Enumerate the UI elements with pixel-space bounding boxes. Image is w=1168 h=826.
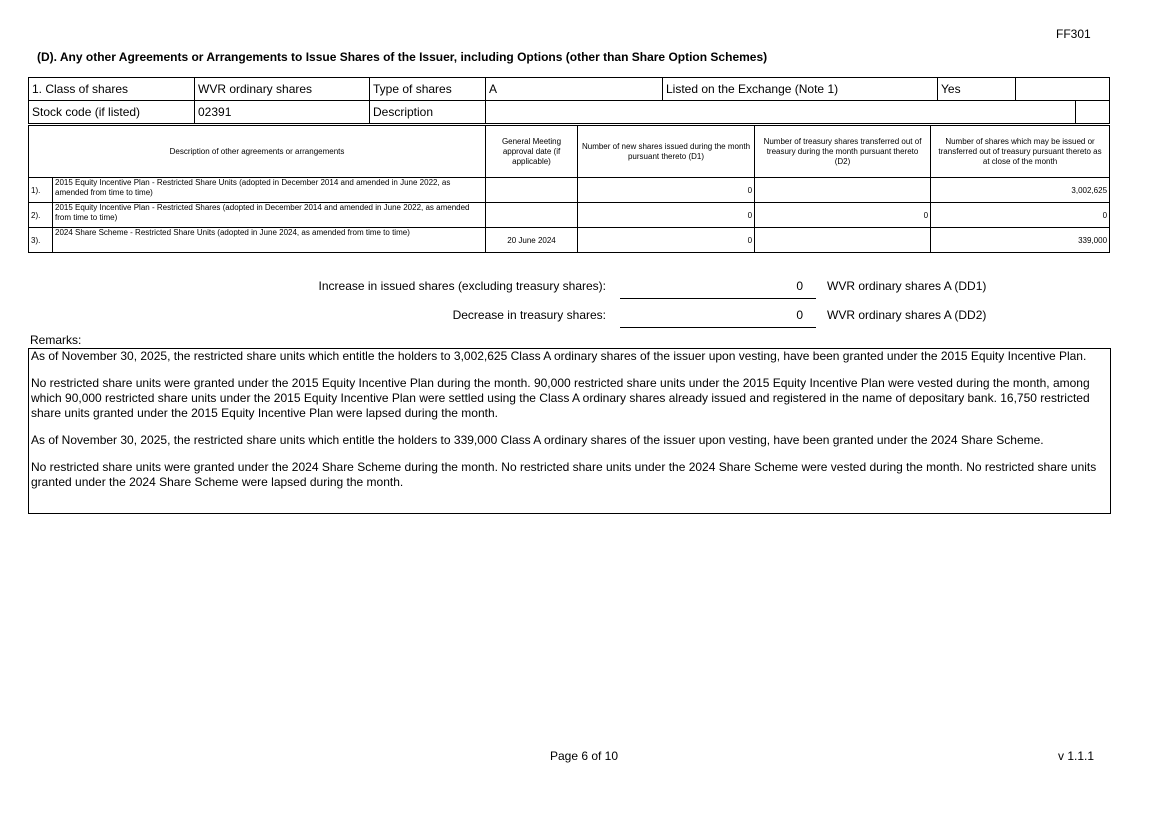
row-treasury-shares: 0 bbox=[755, 203, 931, 228]
page-number: Page 6 of 10 bbox=[549, 749, 619, 763]
remark-paragraph: No restricted share units were granted under the 2015 Equity Incentive Plan during the month. 90,000 restricted share units under the 2015 Equity Incentive Plan were vested during the month, among which 90,000 restricted share units under the 2015 Equity Incentive Plan were settled using the Class A ordinary shares already issued and registered in the name of depositary bank. 16,750 restricted share units granted under the 2015 Equity Incentive Plan were lapsed during the month. bbox=[31, 376, 1090, 420]
listed-extra-cell bbox=[1016, 78, 1110, 101]
stock-code-label: Stock code (if listed) bbox=[29, 101, 195, 124]
class-of-shares-value: WVR ordinary shares bbox=[195, 78, 370, 101]
row-approval-date bbox=[486, 178, 578, 203]
row-index: 2). bbox=[29, 203, 53, 228]
row-description: 2015 Equity Incentive Plan - Restricted Share Units (adopted in December 2014 and amended in June 2022, as amended from time to time) bbox=[53, 178, 486, 203]
type-of-shares-value: A bbox=[486, 78, 663, 101]
increase-value: 0 bbox=[796, 279, 803, 293]
table-row bbox=[29, 178, 1110, 203]
row-description: 2015 Equity Incentive Plan - Restricted Shares (adopted in December 2014 and amended in June 2022, as amended from time to time) bbox=[53, 203, 486, 228]
remark-paragraph: As of November 30, 2025, the restricted share units which entitle the holders to 3,002,625 Class A ordinary shares of the issuer upon vesting, have been granted under the 2015 Equity Incentive Plan. bbox=[31, 349, 1087, 363]
row-new-shares: 0 bbox=[578, 228, 755, 253]
table-row bbox=[29, 228, 1110, 253]
form-code: FF301 bbox=[1056, 27, 1091, 41]
decrease-unit: WVR ordinary shares A (DD2) bbox=[827, 308, 987, 322]
row-new-shares: 0 bbox=[578, 178, 755, 203]
row-remaining-shares: 339,000 bbox=[931, 228, 1110, 253]
listed-value: Yes bbox=[938, 78, 1016, 101]
remark-paragraph: No restricted share units were granted under the 2024 Share Scheme during the month. No restricted share units under the 2024 Share Scheme were vested during the month. No restricted share units granted under the 2024 Share Scheme were lapsed during the month. bbox=[31, 460, 1097, 489]
stock-code-value: 02391 bbox=[195, 101, 370, 124]
row-index: 3). bbox=[29, 228, 53, 253]
remarks-label: Remarks: bbox=[30, 333, 82, 347]
remarks-box bbox=[28, 348, 1111, 514]
header-approval-date: General Meeting approval date (if applicable) bbox=[486, 126, 578, 178]
type-of-shares-label: Type of shares bbox=[370, 78, 486, 101]
increase-unit: WVR ordinary shares A (DD1) bbox=[827, 279, 987, 293]
row-approval-date: 20 June 2024 bbox=[486, 228, 578, 253]
agreements-table bbox=[28, 125, 1110, 253]
description-extra-cell bbox=[1076, 101, 1110, 124]
header-treasury-shares: Number of treasury shares transferred out of treasury during the month pursuant thereto (D2) bbox=[755, 126, 931, 178]
row-treasury-shares bbox=[755, 228, 931, 253]
row-remaining-shares: 0 bbox=[931, 203, 1110, 228]
row-description: 2024 Share Scheme - Restricted Share Units (adopted in June 2024, as amended from time to time) bbox=[53, 228, 486, 253]
table-row bbox=[29, 203, 1110, 228]
header-remaining-shares: Number of shares which may be issued or transferred out of treasury pursuant thereto as at close of the month bbox=[931, 126, 1110, 178]
listed-label: Listed on the Exchange (Note 1) bbox=[663, 78, 938, 101]
row-remaining-shares: 3,002,625 bbox=[931, 178, 1110, 203]
row-approval-date bbox=[486, 203, 578, 228]
class-of-shares-label: 1. Class of shares bbox=[29, 78, 195, 101]
section-title: (D). Any other Agreements or Arrangements to Issue Shares of the Issuer, including Options (other than Share Option Schemes) bbox=[37, 50, 768, 64]
row-new-shares: 0 bbox=[578, 203, 755, 228]
decrease-value: 0 bbox=[796, 308, 803, 322]
increase-label: Increase in issued shares (excluding treasury shares): bbox=[318, 279, 606, 293]
row-index: 1). bbox=[29, 178, 53, 203]
description-value bbox=[486, 101, 1076, 124]
decrease-label: Decrease in treasury shares: bbox=[452, 308, 606, 322]
share-info-table bbox=[28, 77, 1110, 124]
header-new-shares: Number of new shares issued during the month pursuant thereto (D1) bbox=[578, 126, 755, 178]
form-version: v 1.1.1 bbox=[1058, 749, 1095, 763]
header-description: Description of other agreements or arrangements bbox=[29, 126, 486, 178]
row-treasury-shares bbox=[755, 178, 931, 203]
remark-paragraph: As of November 30, 2025, the restricted share units which entitle the holders to 339,000 Class A ordinary shares of the issuer upon vesting, have been granted under the 2024 Share Scheme. bbox=[31, 433, 1044, 447]
description-label: Description bbox=[370, 101, 486, 124]
